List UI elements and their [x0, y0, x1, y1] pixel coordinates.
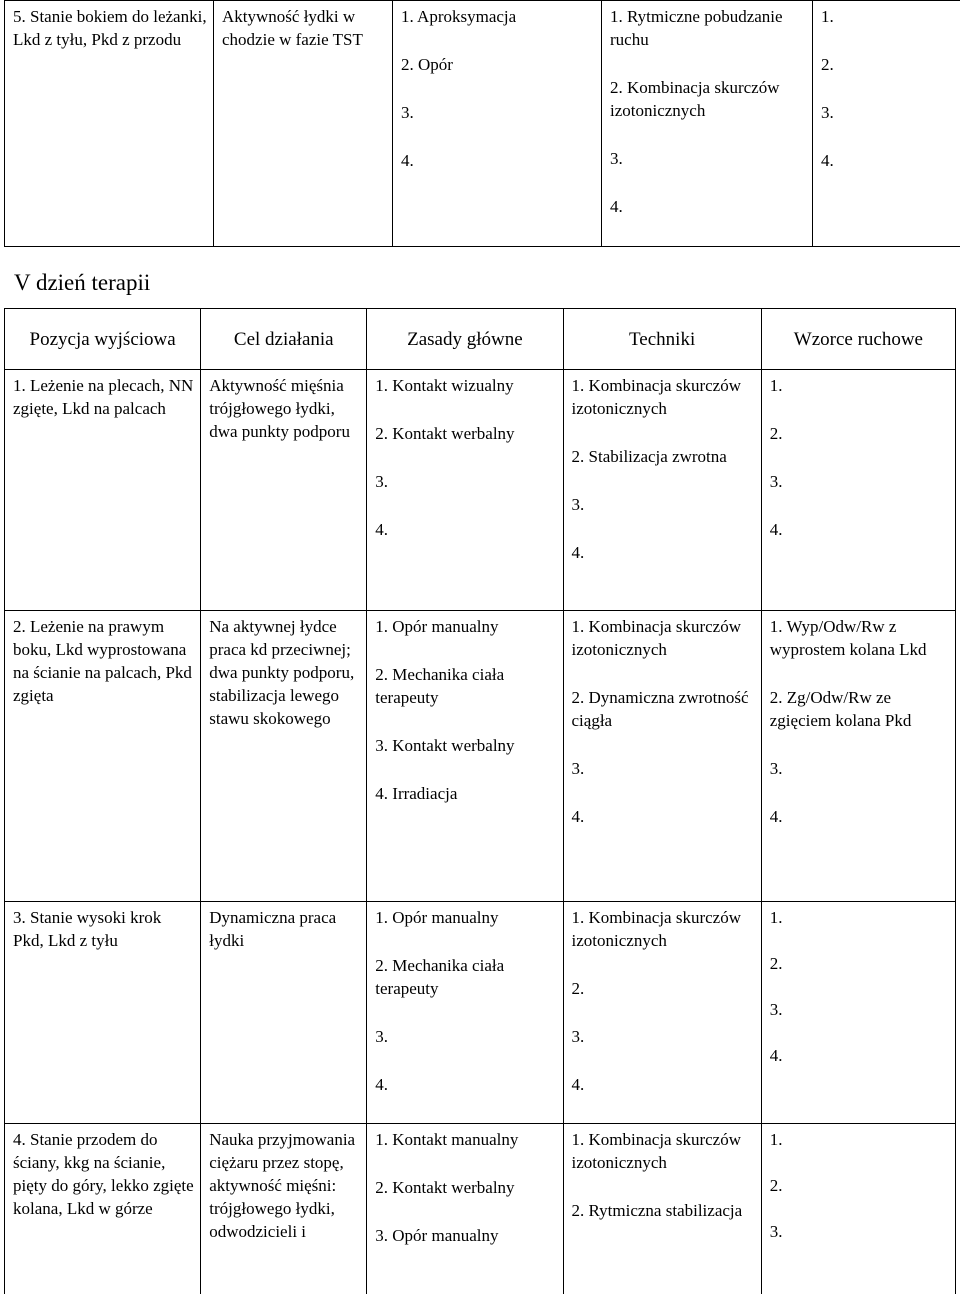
list-item: 2. Mechanika ciała terapeuty: [375, 665, 505, 707]
position-cell: [5, 611, 201, 902]
table-row: [5, 370, 956, 611]
position-text: 2. Leżenie na prawym boku, Lkd wyprostowana na ścianie na palcach, Pkd zgięta: [13, 617, 192, 705]
list-item: 4.: [401, 151, 414, 170]
position-cell: [5, 1, 214, 247]
list-item: 2.: [769, 424, 783, 443]
techniques-cell: [563, 370, 761, 611]
list-item: 3.: [375, 472, 389, 491]
list-item: 2.: [571, 979, 585, 998]
list-item: 1.: [769, 908, 783, 927]
list-item: 2. Mechanika ciała terapeuty: [375, 956, 505, 998]
table-header-row: [5, 309, 956, 370]
goal-text: Dynamiczna praca łydki: [209, 908, 337, 950]
position-text: 3. Stanie wysoki krok Pkd, Lkd z tyłu: [13, 908, 162, 950]
list-item: 4.: [610, 197, 623, 216]
techniques-cell: [563, 611, 761, 902]
list-item: 3.: [769, 1000, 783, 1019]
list-item: 3.: [769, 1222, 783, 1241]
list-item: 1.: [769, 1130, 783, 1149]
patterns-cell: [761, 1124, 955, 1294]
list-item: 1. Kontakt manualny: [375, 1130, 519, 1149]
list-item: 2. Dynamiczna zwrotność ciągła: [571, 688, 749, 730]
list-item: 1. Kombinacja skurczów izotonicznych: [571, 617, 741, 659]
list-item: 2. Stabilizacja zwrotna: [571, 447, 727, 466]
list-item: 4.: [821, 151, 834, 170]
patterns-cell: [761, 370, 955, 611]
position-cell: [5, 902, 201, 1124]
list-item: 3.: [401, 103, 414, 122]
list-item: 2. Kontakt werbalny: [375, 424, 515, 443]
goal-cell: [214, 1, 393, 247]
list-item: 1. Aproksymacja: [401, 7, 517, 26]
list-item: 2.: [769, 1176, 783, 1195]
list-item: 3. Kontakt werbalny: [375, 736, 515, 755]
goal-text: Na aktywnej łydce praca kd przeciwnej; dwa punkty podporu, stabilizacja lewego stawu skokowego: [209, 617, 355, 728]
list-item: 4.: [375, 520, 389, 539]
table-row: [5, 611, 956, 902]
principles-cell: [367, 611, 563, 902]
list-item: 4.: [769, 1046, 783, 1065]
header-patterns: Wzorce ruchowe: [761, 309, 955, 370]
list-item: 1. Kombinacja skurczów izotonicznych: [571, 908, 741, 950]
table-row: [5, 1, 960, 247]
position-cell: [5, 370, 201, 611]
goal-cell: [201, 611, 367, 902]
list-item: 3.: [610, 149, 623, 168]
list-item: 4.: [375, 1075, 389, 1094]
header-goal: Cel działania: [201, 309, 367, 370]
position-cell: [5, 1124, 201, 1294]
list-item: 1. Rytmiczne pobudzanie ruchu: [610, 7, 783, 49]
list-item: 3.: [769, 759, 783, 778]
list-item: 2. Opór: [401, 55, 453, 74]
patterns-cell: [761, 611, 955, 902]
list-item: 1. Kontakt wizualny: [375, 376, 514, 395]
goal-text: Aktywność łydki w chodzie w fazie TST: [222, 7, 363, 49]
header-position: Pozycja wyjściowa: [5, 309, 201, 370]
goal-text: Aktywność mięśnia trójgłowego łydki, dwa punkty podporu: [209, 376, 350, 441]
position-text: 5. Stanie bokiem do leżanki, Lkd z tyłu, Pkd z przodu: [13, 7, 207, 49]
list-item: 1.: [769, 376, 783, 395]
list-item: 2. Rytmiczna stabilizacja: [571, 1201, 743, 1220]
list-item: 3.: [821, 103, 834, 122]
list-item: 2.: [821, 55, 834, 74]
list-item: 1. Kombinacja skurczów izotonicznych: [571, 1130, 741, 1172]
list-item: 1. Kombinacja skurczów izotonicznych: [571, 376, 741, 418]
list-item: 4.: [769, 807, 783, 826]
list-item: 2. Kontakt werbalny: [375, 1178, 515, 1197]
goal-cell: [201, 370, 367, 611]
techniques-cell: [563, 1124, 761, 1294]
list-item: 2. Zg/Odw/Rw ze zgięciem kolana Pkd: [769, 688, 912, 730]
principles-cell: [367, 902, 563, 1124]
section-heading: V dzień terapii: [14, 270, 151, 295]
position-text: 4. Stanie przodem do ściany, kkg na ścianie, pięty do góry, lekko zgięte kolana, Lkd w górze: [13, 1130, 194, 1218]
list-item: 3.: [375, 1027, 389, 1046]
table-row: [5, 1124, 956, 1294]
principles-cell: [367, 370, 563, 611]
list-item: 2.: [769, 954, 783, 973]
list-item: 3.: [571, 495, 585, 514]
list-item: 4.: [769, 520, 783, 539]
list-item: 4.: [571, 807, 585, 826]
patterns-cell: [813, 1, 960, 247]
goal-text: Nauka przyjmowania ciężaru przez stopę, aktywność mięśni: trójgłowego łydki, odwodzicieli i: [209, 1130, 356, 1241]
previous-table: [4, 0, 960, 247]
goal-cell: [201, 902, 367, 1124]
header-techniques: Techniki: [563, 309, 761, 370]
techniques-cell: [602, 1, 813, 247]
principles-cell: [393, 1, 602, 247]
list-item: 1.: [821, 7, 834, 26]
principles-cell: [367, 1124, 563, 1294]
list-item: 4. Irradiacja: [375, 784, 458, 803]
table-row: [5, 902, 956, 1124]
techniques-cell: [563, 902, 761, 1124]
therapy-table: [4, 308, 956, 1294]
patterns-cell: [761, 902, 955, 1124]
header-principles: Zasady główne: [367, 309, 563, 370]
list-item: 3. Opór manualny: [375, 1226, 499, 1245]
list-item: 4.: [571, 543, 585, 562]
list-item: 2. Kombinacja skurczów izotonicznych: [610, 78, 780, 120]
list-item: 3.: [571, 1027, 585, 1046]
list-item: 1. Opór manualny: [375, 617, 499, 636]
position-text: 1. Leżenie na plecach, NN zgięte, Lkd na palcach: [13, 376, 194, 418]
list-item: 3.: [769, 472, 783, 491]
list-item: 3.: [571, 759, 585, 778]
list-item: 1. Wyp/Odw/Rw z wyprostem kolana Lkd: [769, 617, 927, 659]
goal-cell: [201, 1124, 367, 1294]
list-item: 4.: [571, 1075, 585, 1094]
list-item: 1. Opór manualny: [375, 908, 499, 927]
